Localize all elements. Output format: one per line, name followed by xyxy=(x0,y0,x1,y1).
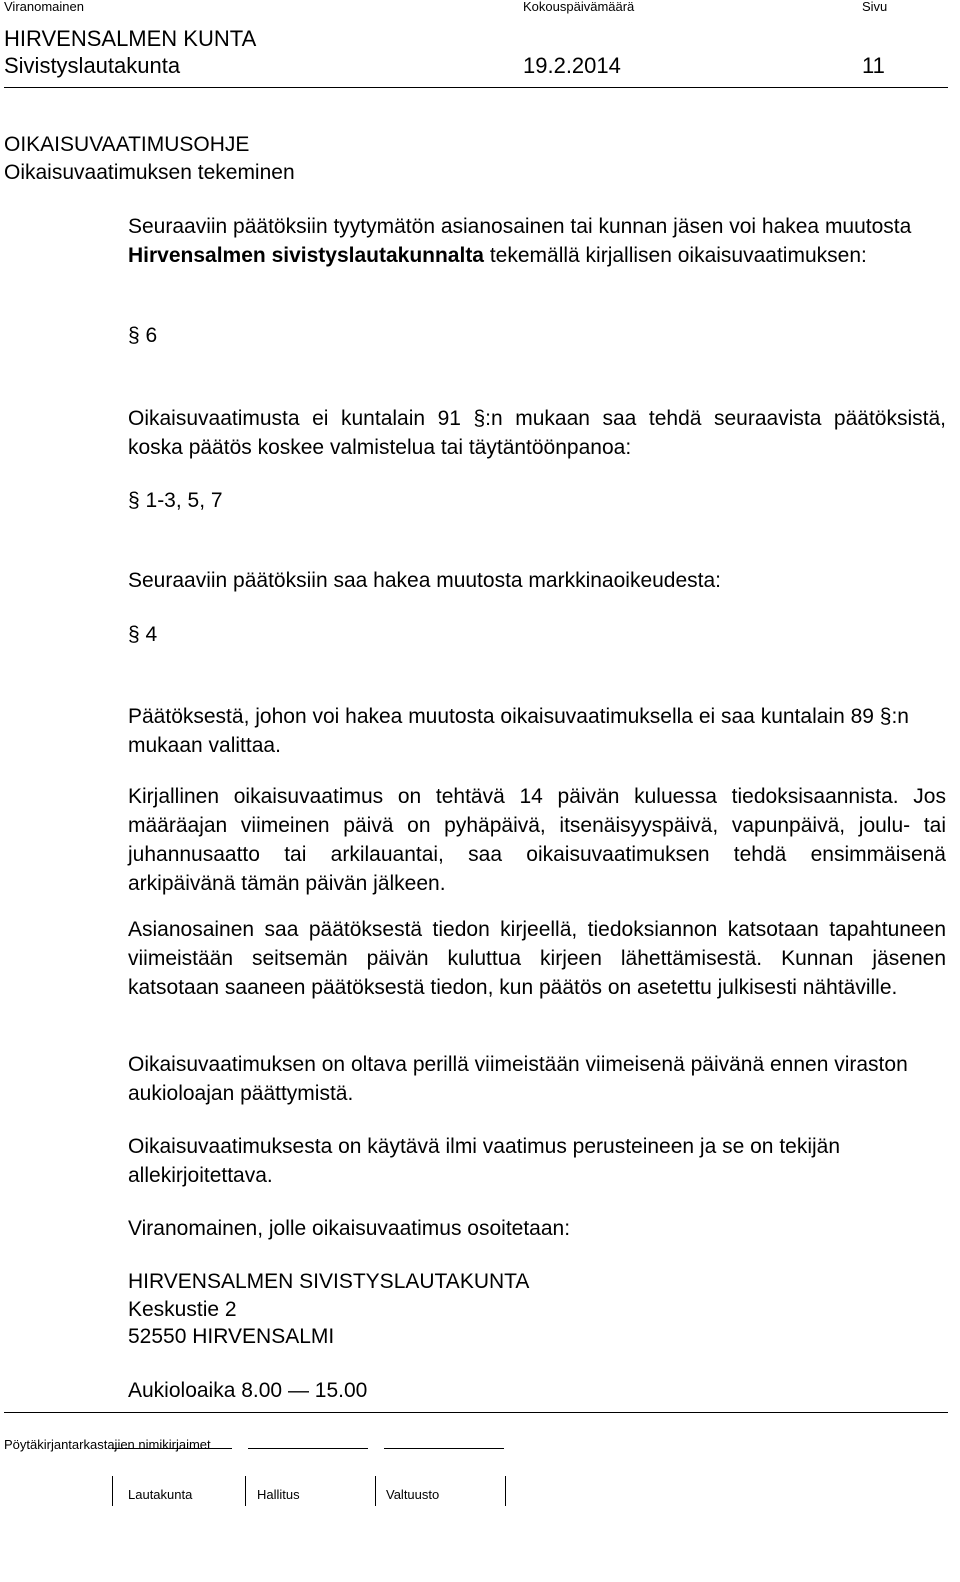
signature-line-council xyxy=(384,1448,504,1449)
footer-government: Hallitus xyxy=(257,1487,300,1502)
committee-name: Sivistyslautakunta xyxy=(4,53,181,78)
address-street: Keskustie 2 xyxy=(128,1298,237,1321)
signatures-label: Pöytäkirjantarkastajien nimikirjaimet xyxy=(4,1437,211,1452)
header-label-authority: Viranomainen xyxy=(4,0,84,14)
notification-paragraph: Asianosainen saa päätöksestä tiedon kirjeellä, tiedoksiannon katsotaan tapahtuneen viimeistään seitsemän päivän kuluttua kirjeen lähettämisestä. Kunnan jäsenen katsotaan saaneen päätöksestä tiedon, kun päätös on asetettu julkisesti nähtäville. xyxy=(128,918,946,999)
signature-line-government xyxy=(248,1448,368,1449)
document-title: OIKAISUVAATIMUSOHJE xyxy=(4,133,250,156)
document-subtitle: Oikaisuvaatimuksen tekeminen xyxy=(4,161,295,184)
arrival-paragraph: Oikaisuvaatimuksen on oltava perillä viimeistään viimeisenä päivänä ennen viraston aukioloajan päättymistä. xyxy=(128,1053,908,1105)
organization-name: HIRVENSALMEN KUNTA xyxy=(4,26,257,51)
content-paragraph: Oikaisuvaatimuksesta on käytävä ilmi vaatimus perusteineen ja se on tekijän allekirjoitettava. xyxy=(128,1135,841,1187)
rectifiable-sections: § 6 xyxy=(128,324,158,347)
preparatory-sections: § 1-3, 5, 7 xyxy=(128,489,223,512)
market-court-paragraph: Seuraaviin päätöksiin saa hakea muutosta markkinaoikeudesta: xyxy=(128,569,722,592)
footer-board: Lautakunta xyxy=(128,1487,193,1502)
market-court-sections: § 4 xyxy=(128,623,158,646)
no-appeal-paragraph: Oikaisuvaatimusta ei kuntalain 91 §:n mukaan saa tehdä seuraavista päätöksistä, koska päätös koskee valmistelua tai täytäntöönpanoa: xyxy=(128,407,946,459)
opening-hours: Aukioloaika 8.00 — 15.00 xyxy=(128,1379,368,1402)
deadline-paragraph: Kirjallinen oikaisuvaatimus on tehtävä 14 päivän kuluessa tiedoksisaannista. Jos määräajan viimeinen päivä on pyhäpäivä, itsenäisyyspäivä, vapunpäivä, joulu- tai juhannusaatto tai arkilauantai, saa oikaisuvaatimuksen tehdä ensimmäisenä arkipäivänä tämän päivän jälkeen. xyxy=(128,785,946,895)
page-number: 11 xyxy=(862,53,885,78)
footer-divider-2 xyxy=(245,1476,247,1506)
footer-divider-3 xyxy=(375,1476,377,1506)
addressee-name: HIRVENSALMEN SIVISTYSLAUTAKUNTA xyxy=(128,1270,530,1293)
signature-line-board xyxy=(112,1448,232,1449)
address-postal: 52550 HIRVENSALMI xyxy=(128,1325,335,1348)
meeting-date: 19.2.2014 xyxy=(523,53,621,78)
footer-divider-1 xyxy=(112,1476,114,1506)
header-label-date: Kokouspäivämäärä xyxy=(523,0,635,14)
header-label-page: Sivu xyxy=(862,0,888,14)
header-divider xyxy=(4,87,948,88)
footer-divider xyxy=(4,1412,948,1413)
footer-divider-4 xyxy=(505,1476,507,1506)
addressee-label: Viranomainen, jolle oikaisuvaatimus osoitetaan: xyxy=(128,1217,571,1240)
appeal-restriction-paragraph: Päätöksestä, johon voi hakea muutosta oikaisuvaatimuksella ei saa kuntalain 89 §:n mukaan valittaa. xyxy=(128,705,909,757)
intro-paragraph: Seuraaviin päätöksiin tyytymätön asianosainen tai kunnan jäsen voi hakea muutosta Hirvensalmen sivistyslautakunnalta tekemällä kirjallisen oikaisuvaatimuksen: xyxy=(128,215,912,267)
footer-council: Valtuusto xyxy=(386,1487,440,1502)
